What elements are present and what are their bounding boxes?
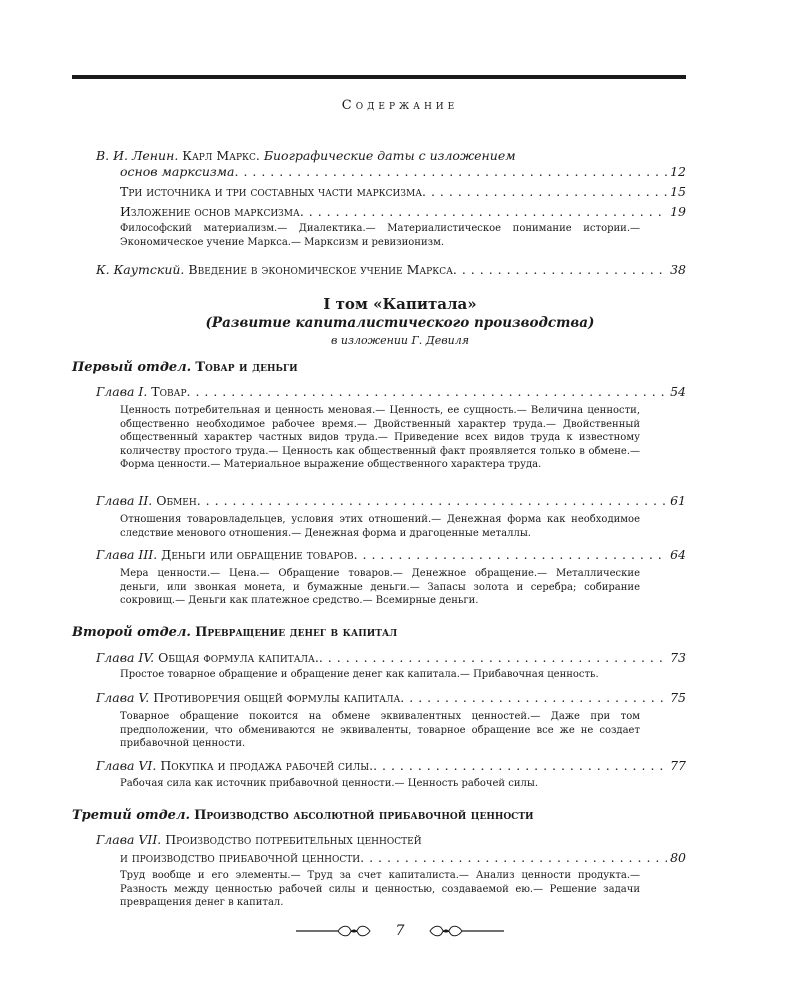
chapter-title: Обмен xyxy=(156,493,197,508)
chapter-title: Товар xyxy=(151,384,187,399)
page-number: 38 xyxy=(670,262,686,277)
chapter-number: Глава III. xyxy=(96,547,158,562)
chapter-description: Отношения товаровладельцев, условия этих отношений.— Денежная форма как необходимое следствие менового отношения.— Денежная форма и драгоценные металлы. xyxy=(120,514,640,539)
toc-entry-chapter-3 xyxy=(96,547,686,563)
chapter-description: Рабочая сила как источник прибавочной ценности.— Ценность рабочей силы. xyxy=(120,778,539,789)
page-number: 54 xyxy=(670,384,686,399)
section-title: Превращение денег в капитал xyxy=(195,625,398,640)
entry-title-line2: основ марксизма xyxy=(120,164,235,179)
chapter-description: Простое товарное обращение и обращение денег как капитала.— Прибавочная ценность. xyxy=(120,669,599,680)
chapter-description: Труд вообще и его элементы.— Труд за счет капиталиста.— Анализ ценности продукта.— Разность между ценностью рабочей силы и ценностью, создаваемой ею.— Решение задачи превращения денег в капитал. xyxy=(120,870,640,909)
chapter-description: Товарное обращение покоится на обмене эквивалентных ценностей.— Даже при том предположении, что обмениваются не эквиваленты, товарное обращение все же не создает прибавочной ценности. xyxy=(120,711,640,750)
chapter-number: Глава I. xyxy=(96,384,148,399)
page-number: 75 xyxy=(670,690,686,705)
chapter-title-line2: и производство прибавочной ценности xyxy=(120,850,361,865)
page-number: 15 xyxy=(670,184,686,199)
section-title: Производство абсолютной прибавочной ценности xyxy=(194,808,534,823)
section-heading-1 xyxy=(72,360,298,375)
section-label: Третий отдел. xyxy=(72,808,190,823)
entry-title: Изложение основ марксизма xyxy=(120,204,300,219)
chapter-title: Покупка и продажа рабочей силы. xyxy=(160,758,374,773)
page-number: 7 xyxy=(395,923,405,939)
chapter-title: Производство потребительных ценностей xyxy=(165,832,422,847)
entry-title: Три источника и три составных части марксизма xyxy=(120,184,423,199)
entry-description: Философский материализм.— Диалектика.— Материалистическое понимание истории.— Экономическое учение Маркса.— Марксизм и ревизионизм. xyxy=(120,223,640,248)
page-number: 61 xyxy=(670,493,686,508)
chapter-description: Ценность потребительная и ценность меновая.— Ценность, ее сущность.— Величина ценности, общественно необходимое рабочее время.— Двойственный характер труда.— Двойственный общественный характер частных видов труда.— Приведение всех видов труда к известному количеству простого труда.— Ценность как общественный факт проявляется только в обмене.— Форма ценности.— Материальное выражение общественного характера труда. xyxy=(120,405,640,471)
page-number: 73 xyxy=(670,650,686,665)
toc-entry-kautsky xyxy=(96,262,686,278)
chapter-description: Мера ценности.— Цена.— Обращение товаров.— Денежное обращение.— Металлические деньги, или звонкая монета, и бумажные деньги.— Запасы золота и серебра; собирание сокровищ.— Деньги как платежное средство.— Всемирные деньги. xyxy=(120,568,640,607)
toc-entry-exposition xyxy=(120,204,686,220)
chapter-number: Глава II. xyxy=(96,493,153,508)
volume-subtitle: (Развитие капиталистического производства) xyxy=(205,315,595,331)
section-title: Товар и деньги xyxy=(195,360,298,375)
top-rule xyxy=(72,75,686,79)
toc-entry-chapter-2 xyxy=(96,493,686,509)
toc-entry-chapter-7 xyxy=(96,832,686,848)
page-number: 77 xyxy=(670,758,686,773)
toc-entry-chapter-4 xyxy=(96,650,686,666)
page-number: 64 xyxy=(670,547,686,562)
section-heading-3 xyxy=(72,808,534,823)
toc-entry-lenin-line2 xyxy=(120,164,686,180)
chapter-number: Глава V. xyxy=(96,690,150,705)
section-heading-2 xyxy=(72,625,397,640)
toc-entry-chapter-6 xyxy=(96,758,686,774)
toc-entry-chapter-5 xyxy=(96,690,686,706)
volume-title: I том «Капитала» xyxy=(323,295,477,313)
toc-entry-chapter-7-line2 xyxy=(120,850,686,866)
page-title: Содержание xyxy=(341,98,459,113)
chapter-number: Глава IV. xyxy=(96,650,155,665)
section-label: Второй отдел. xyxy=(72,625,191,640)
toc-entry-chapter-1 xyxy=(96,384,686,400)
entry-author: В. И. Ленин. xyxy=(96,148,179,163)
chapter-title: Деньги или обращение товаров xyxy=(161,547,354,562)
chapter-title: Противоречия общей формулы капитала xyxy=(153,690,401,705)
ornament-right-icon xyxy=(426,924,506,938)
toc-entry-three-sources xyxy=(120,184,686,200)
page-footer xyxy=(0,923,800,939)
section-label: Первый отдел. xyxy=(72,360,192,375)
chapter-number: Глава VII. xyxy=(96,832,162,847)
chapter-title: Общая формула капитала. xyxy=(158,650,319,665)
page-number: 80 xyxy=(670,850,686,865)
entry-title-rest: Биографические даты с изложением xyxy=(263,148,516,163)
page-number: 19 xyxy=(670,204,686,219)
page-number: 12 xyxy=(670,164,686,179)
entry-title: Введение в экономическое учение Маркса xyxy=(188,262,453,277)
entry-title: Карл Маркс. xyxy=(182,148,260,163)
ornament-left-icon xyxy=(294,924,374,938)
toc-entry-lenin xyxy=(96,148,686,164)
entry-author: К. Каутский. xyxy=(96,262,185,277)
chapter-number: Глава VI. xyxy=(96,758,157,773)
volume-byline: в изложении Г. Девиля xyxy=(330,334,470,347)
